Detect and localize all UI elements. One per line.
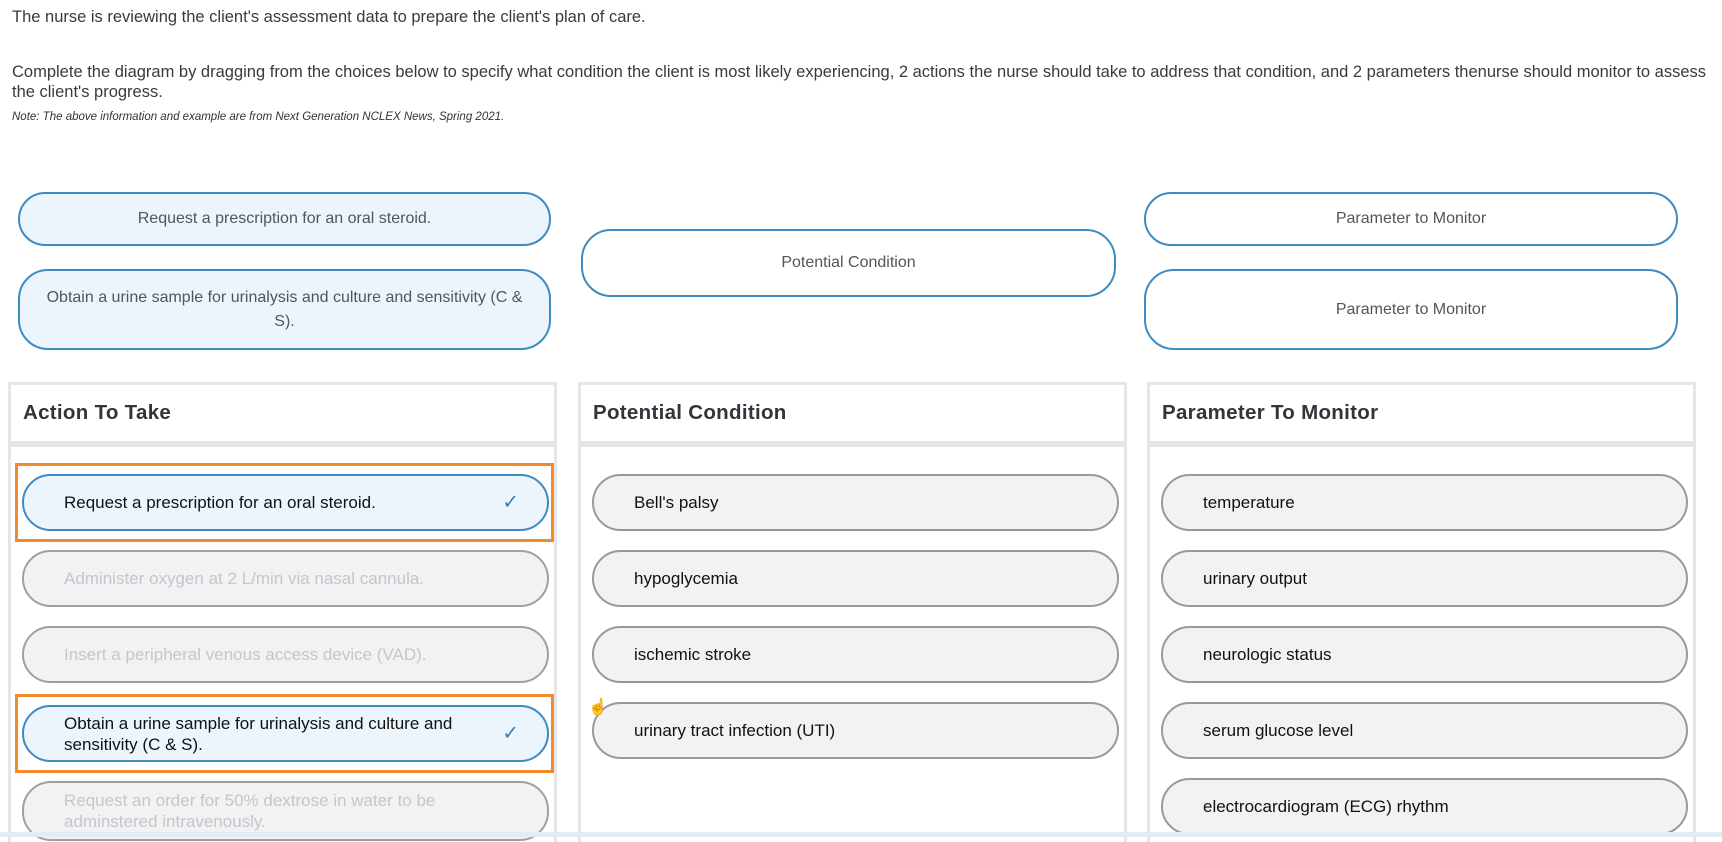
conditions-panel xyxy=(578,382,1127,842)
scenario-text: The nurse is reviewing the client's assessment data to prepare the client's plan of care. xyxy=(12,8,646,26)
parameter-option[interactable]: temperature xyxy=(1161,474,1688,531)
parameter-option[interactable]: serum glucose level xyxy=(1161,702,1688,759)
option-label: Insert a peripheral venous access device (VAD). xyxy=(64,645,427,664)
action-option[interactable] xyxy=(22,474,549,531)
option-label: Request a prescription for an oral steroid. xyxy=(64,493,376,512)
option-label: Obtain a urine sample for urinalysis and culture and sensitivity (C & S). xyxy=(64,713,453,754)
condition-option[interactable]: urinary tract infection (UTI) xyxy=(592,702,1119,759)
parameters-panel xyxy=(1147,382,1696,842)
action-option xyxy=(22,626,549,683)
parameter-option[interactable]: neurologic status xyxy=(1161,626,1688,683)
condition-drop-zone[interactable]: Potential Condition xyxy=(581,229,1116,297)
parameter-drop-zone-2[interactable]: Parameter to Monitor xyxy=(1144,269,1678,350)
condition-option[interactable]: ischemic stroke xyxy=(592,626,1119,683)
option-label: Request an order for 50% dextrose in water to be adminstered intravenously. xyxy=(64,791,436,831)
parameter-drop-zone-1[interactable]: Parameter to Monitor xyxy=(1144,192,1678,246)
check-icon: ✓ xyxy=(502,491,519,513)
check-icon: ✓ xyxy=(502,722,519,744)
actions-panel xyxy=(8,382,557,842)
parameters-panel-title: Parameter To Monitor xyxy=(1150,385,1693,447)
source-note: Note: The above information and example are from Next Generation NCLEX News, Spring 2021. xyxy=(12,111,505,123)
condition-option[interactable]: Bell's palsy xyxy=(592,474,1119,531)
bottom-bar xyxy=(0,832,1722,837)
action-drop-zone-2[interactable]: Obtain a urine sample for urinalysis and culture and sensitivity (C & S). xyxy=(18,269,551,350)
action-drop-zone-1[interactable]: Request a prescription for an oral steroid. xyxy=(18,192,551,246)
option-label: Administer oxygen at 2 L/min via nasal cannula. xyxy=(64,569,425,588)
hand-cursor-icon: ☝ xyxy=(588,699,608,716)
conditions-panel-title: Potential Condition xyxy=(581,385,1124,447)
parameter-option[interactable]: urinary output xyxy=(1161,550,1688,607)
parameter-option[interactable]: electrocardiogram (ECG) rhythm xyxy=(1161,778,1688,835)
actions-panel-title: Action To Take xyxy=(11,385,554,447)
instructions-text: Complete the diagram by dragging from the choices below to specify what condition the client is most likely experiencing, 2 actions the nurse should take to address that condition, and 2 parameters thenurse should monitor to assess the client's progress. xyxy=(12,63,1707,101)
condition-option[interactable]: hypoglycemia xyxy=(592,550,1119,607)
action-option xyxy=(22,550,549,607)
action-option[interactable] xyxy=(22,705,549,762)
